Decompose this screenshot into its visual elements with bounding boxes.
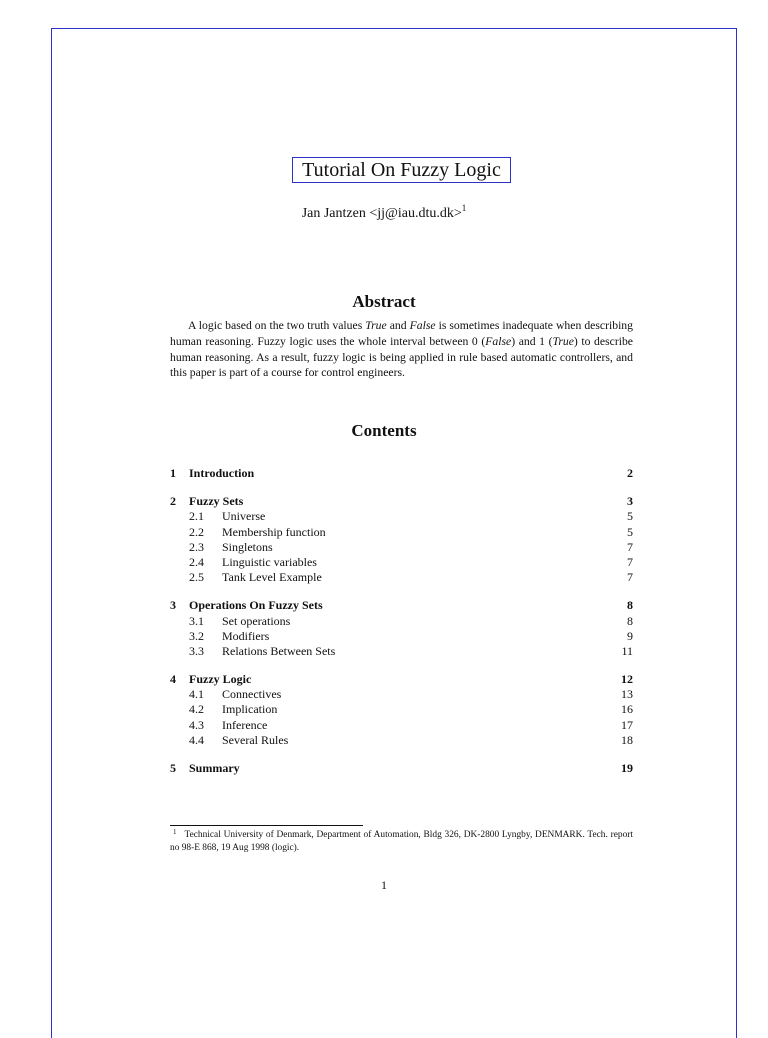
toc-subsection-page: 7 bbox=[627, 554, 633, 569]
abstract-text-segment: and bbox=[386, 319, 410, 332]
toc-entry-section[interactable] bbox=[170, 598, 633, 613]
toc-subsection-title: Tank Level Example bbox=[222, 570, 322, 585]
abstract-emphasis: False bbox=[485, 334, 512, 348]
toc-subsection-number: 4.2 bbox=[189, 702, 204, 717]
toc-entry-subsection[interactable] bbox=[170, 614, 633, 629]
toc-subsection-number: 4.4 bbox=[189, 732, 204, 747]
abstract-body bbox=[170, 318, 633, 381]
author-footnote-mark[interactable]: 1 bbox=[461, 203, 467, 213]
toc-entry-subsection[interactable] bbox=[170, 540, 633, 555]
page-number: 1 bbox=[381, 878, 387, 892]
toc-subsection-page: 11 bbox=[621, 643, 633, 658]
abstract-emphasis: True bbox=[552, 334, 574, 348]
toc-subsection-title: Membership function bbox=[222, 524, 326, 539]
contents-heading: Contents bbox=[351, 421, 417, 440]
toc-section bbox=[170, 672, 633, 748]
toc-subsection-title: Implication bbox=[222, 702, 278, 717]
toc-section-number: 4 bbox=[170, 672, 176, 687]
author-name: Jan Jantzen <jj@iau.dtu.dk> bbox=[301, 206, 462, 221]
toc-subsection-page: 7 bbox=[627, 570, 633, 585]
toc-subsection-title: Linguistic variables bbox=[222, 554, 317, 569]
toc-entry-subsection[interactable] bbox=[170, 733, 633, 748]
footnote-text: Technical University of Denmark, Department of Automation, Bldg 326, DK-2800 Lyngby, DENMARK. Tech. report no 98-E 868, 19 Aug 1998 (logic). bbox=[170, 830, 633, 853]
toc-subsection-page: 5 bbox=[627, 509, 633, 524]
table-of-contents bbox=[170, 466, 633, 789]
toc-entry-subsection[interactable] bbox=[170, 629, 633, 644]
toc-section-page: 3 bbox=[627, 494, 633, 509]
toc-subsection-number: 2.3 bbox=[189, 539, 204, 554]
toc-section-title: Fuzzy Logic bbox=[189, 672, 252, 687]
toc-subsection-title: Relations Between Sets bbox=[222, 643, 336, 658]
toc-subsection-number: 3.1 bbox=[189, 613, 204, 628]
toc-subsection-page: 8 bbox=[627, 613, 633, 628]
toc-subsection-page: 17 bbox=[621, 717, 633, 732]
toc-subsection-number: 2.1 bbox=[189, 509, 204, 524]
author-line bbox=[0, 203, 768, 222]
toc-section bbox=[170, 761, 633, 776]
toc-section-title: Fuzzy Sets bbox=[189, 494, 244, 509]
toc-entry-section[interactable] bbox=[170, 761, 633, 776]
toc-entry-subsection[interactable] bbox=[170, 555, 633, 570]
abstract-text-segment: is sometimes inadequate when describing human reasoning. Fuzzy logic uses the whole interval between 0 ( bbox=[170, 319, 633, 348]
toc-subsection-title: Universe bbox=[222, 509, 266, 524]
toc-section-title: Introduction bbox=[189, 466, 255, 480]
abstract-emphasis: False bbox=[409, 319, 436, 332]
toc-subsection-page: 9 bbox=[627, 628, 633, 643]
toc-entry-section[interactable] bbox=[170, 672, 633, 687]
toc-section-page: 19 bbox=[621, 761, 633, 775]
document-title: Tutorial On Fuzzy Logic bbox=[302, 159, 501, 181]
footnote-mark: 1 bbox=[173, 828, 177, 836]
toc-subsection-number: 2.2 bbox=[189, 524, 204, 539]
toc-subsection-title: Set operations bbox=[222, 613, 291, 628]
toc-subsection-number: 2.5 bbox=[189, 570, 204, 585]
toc-subsection-page: 7 bbox=[627, 539, 633, 554]
toc-subsection-number: 3.2 bbox=[189, 628, 204, 643]
toc-section bbox=[170, 466, 633, 481]
toc-section-page: 8 bbox=[627, 598, 633, 613]
toc-section-number: 5 bbox=[170, 761, 176, 775]
document-title-link[interactable] bbox=[292, 157, 511, 183]
toc-section-title: Operations On Fuzzy Sets bbox=[189, 598, 323, 613]
toc-subsection-page: 16 bbox=[621, 702, 633, 717]
toc-entry-subsection[interactable] bbox=[170, 644, 633, 659]
abstract-emphasis: True bbox=[365, 319, 387, 332]
toc-section-number: 1 bbox=[170, 466, 176, 480]
abstract-text-segment: A logic based on the two truth values bbox=[188, 319, 366, 332]
toc-section bbox=[170, 494, 633, 585]
abstract-heading: Abstract bbox=[352, 292, 416, 311]
toc-entry-section[interactable] bbox=[170, 466, 633, 481]
toc-section-number: 2 bbox=[170, 494, 176, 509]
toc-section-number: 3 bbox=[170, 598, 176, 613]
toc-entry-subsection[interactable] bbox=[170, 687, 633, 702]
toc-subsection-number: 4.1 bbox=[189, 687, 204, 702]
toc-entry-subsection[interactable] bbox=[170, 570, 633, 585]
toc-subsection-number: 4.3 bbox=[189, 717, 204, 732]
toc-subsection-page: 13 bbox=[621, 687, 633, 702]
toc-subsection-page: 5 bbox=[627, 524, 633, 539]
toc-entry-subsection[interactable] bbox=[170, 525, 633, 540]
toc-subsection-number: 2.4 bbox=[189, 554, 204, 569]
toc-subsection-title: Several Rules bbox=[222, 732, 289, 747]
toc-section-title: Summary bbox=[189, 761, 240, 775]
toc-section-page: 12 bbox=[621, 672, 633, 687]
toc-subsection-page: 18 bbox=[621, 732, 633, 747]
toc-subsection-number: 3.3 bbox=[189, 643, 204, 658]
toc-subsection-title: Connectives bbox=[222, 687, 282, 702]
toc-section bbox=[170, 598, 633, 659]
toc-subsection-title: Inference bbox=[222, 717, 268, 732]
toc-entry-subsection[interactable] bbox=[170, 718, 633, 733]
toc-section-page: 2 bbox=[627, 466, 633, 480]
abstract-text-segment: ) and 1 ( bbox=[511, 334, 553, 348]
abstract-text-segment: ) to describe human reasoning. As a result, fuzzy logic is being applied in rule based automatic controllers, and this paper is part of a course for control engineers. bbox=[170, 334, 633, 380]
toc-entry-section[interactable] bbox=[170, 494, 633, 509]
toc-subsection-title: Singletons bbox=[222, 539, 273, 554]
toc-entry-subsection[interactable] bbox=[170, 702, 633, 717]
toc-entry-subsection[interactable] bbox=[170, 509, 633, 524]
footnote bbox=[170, 826, 633, 855]
toc-subsection-title: Modifiers bbox=[222, 628, 270, 643]
